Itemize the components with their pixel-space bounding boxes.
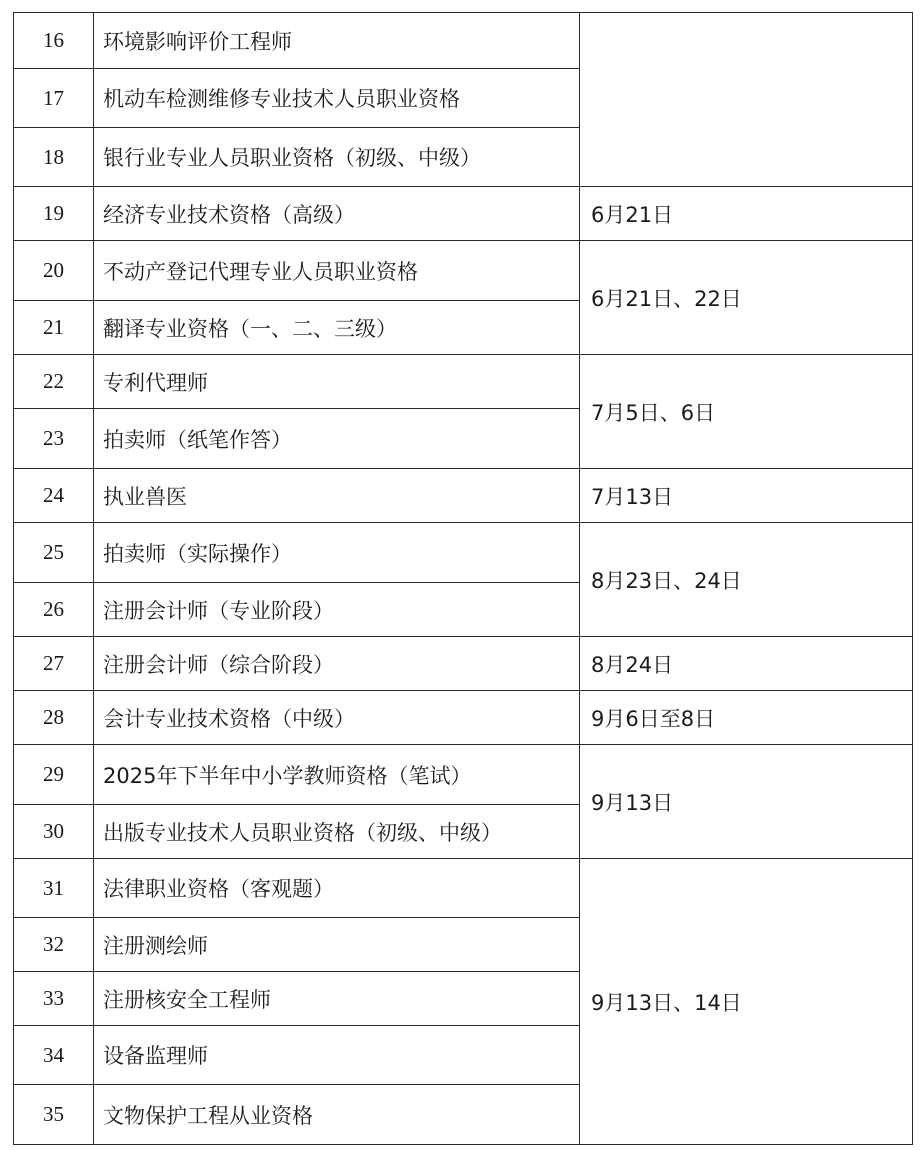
exam-name: 注册测绘师 xyxy=(94,918,580,972)
row-number: 31 xyxy=(14,859,94,918)
exam-name: 出版专业技术人员职业资格（初级、中级） xyxy=(94,805,580,859)
exam-name: 拍卖师（实际操作） xyxy=(94,523,580,583)
exam-name: 2025年下半年中小学教师资格（笔试） xyxy=(94,745,580,805)
exam-name: 注册会计师（专业阶段） xyxy=(94,583,580,637)
exam-date: 6月21日、22日 xyxy=(580,241,913,355)
exam-name: 环境影响评价工程师 xyxy=(94,13,580,69)
exam-name: 设备监理师 xyxy=(94,1026,580,1085)
exam-date: 7月5日、6日 xyxy=(580,355,913,469)
exam-date: 6月21日 xyxy=(580,187,913,241)
exam-date: 9月13日 xyxy=(580,745,913,859)
row-number: 32 xyxy=(14,918,94,972)
exam-date: 9月6日至8日 xyxy=(580,691,913,745)
row-number: 22 xyxy=(14,355,94,409)
row-number: 29 xyxy=(14,745,94,805)
row-number: 20 xyxy=(14,241,94,301)
exam-date: 7月13日 xyxy=(580,469,913,523)
exam-name: 注册核安全工程师 xyxy=(94,972,580,1026)
row-number: 26 xyxy=(14,583,94,637)
exam-date: 8月23日、24日 xyxy=(580,523,913,637)
row-number: 34 xyxy=(14,1026,94,1085)
table-row xyxy=(14,187,913,241)
row-number: 18 xyxy=(14,128,94,187)
row-number: 33 xyxy=(14,972,94,1026)
table-row xyxy=(14,859,913,918)
row-number: 30 xyxy=(14,805,94,859)
exam-name: 机动车检测维修专业技术人员职业资格 xyxy=(94,69,580,128)
table-row xyxy=(14,745,913,805)
exam-name: 经济专业技术资格（高级） xyxy=(94,187,580,241)
exam-name: 注册会计师（综合阶段） xyxy=(94,637,580,691)
exam-schedule-table xyxy=(13,12,913,1145)
exam-date: 8月24日 xyxy=(580,637,913,691)
row-number: 24 xyxy=(14,469,94,523)
table-row xyxy=(14,469,913,523)
exam-name: 法律职业资格（客观题） xyxy=(94,859,580,918)
table-row xyxy=(14,691,913,745)
exam-name: 翻译专业资格（一、二、三级） xyxy=(94,301,580,355)
row-number: 19 xyxy=(14,187,94,241)
exam-name: 银行业专业人员职业资格（初级、中级） xyxy=(94,128,580,187)
exam-name: 专利代理师 xyxy=(94,355,580,409)
row-number: 17 xyxy=(14,69,94,128)
exam-name: 拍卖师（纸笔作答） xyxy=(94,409,580,469)
table-row xyxy=(14,241,913,301)
exam-name: 文物保护工程从业资格 xyxy=(94,1085,580,1145)
exam-name: 执业兽医 xyxy=(94,469,580,523)
table-row xyxy=(14,523,913,583)
table-body xyxy=(14,13,913,1145)
exam-name: 不动产登记代理专业人员职业资格 xyxy=(94,241,580,301)
row-number: 28 xyxy=(14,691,94,745)
row-number: 27 xyxy=(14,637,94,691)
row-number: 21 xyxy=(14,301,94,355)
table-row xyxy=(14,355,913,409)
exam-date xyxy=(580,13,913,187)
row-number: 35 xyxy=(14,1085,94,1145)
exam-date: 9月13日、14日 xyxy=(580,859,913,1145)
row-number: 16 xyxy=(14,13,94,69)
row-number: 23 xyxy=(14,409,94,469)
table-row xyxy=(14,13,913,69)
exam-name: 会计专业技术资格（中级） xyxy=(94,691,580,745)
table-row xyxy=(14,637,913,691)
row-number: 25 xyxy=(14,523,94,583)
